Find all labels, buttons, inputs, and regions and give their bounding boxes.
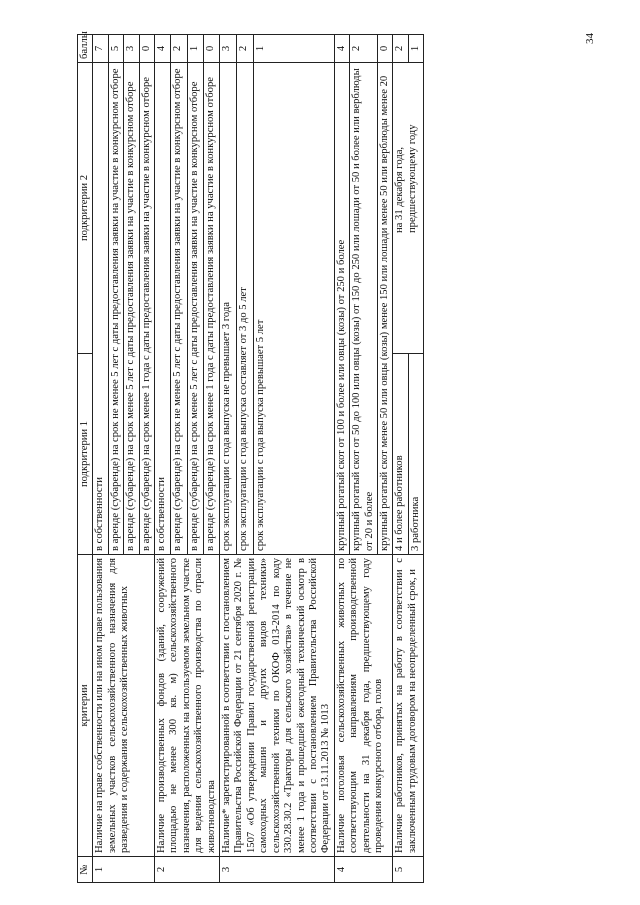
- points-value: 4: [334, 35, 349, 63]
- points-value: 3: [124, 35, 139, 63]
- table-row: [220, 35, 237, 883]
- header-points: баллы: [78, 35, 93, 63]
- subcriterion-text: срок эксплуатации с года выпуска составляет от 3 до 5 лет: [236, 63, 253, 555]
- subcriterion-text: крупный рогатый скот менее 50 или овцы (козы) менее 150 или лошади менее 50 или верблюды менее 20: [377, 63, 392, 555]
- subcriterion-text: крупный рогатый скот от 50 до 100 или овцы (козы) от 150 до 250 или лошади от 50 и более или верблюды от 20 и более: [350, 63, 378, 555]
- row-number: 5: [393, 857, 424, 883]
- row-number: 2: [155, 857, 220, 883]
- subcriterion-text: 3 работника: [408, 354, 423, 555]
- points-value: 3: [220, 35, 237, 63]
- points-value: 7: [93, 35, 108, 63]
- subcriterion-text: в аренде (субаренде) на срок менее 1 года с даты предоставления заявки на участие в конкурсном отборе: [203, 63, 219, 555]
- header-num: №: [78, 857, 93, 883]
- points-value: 1: [408, 35, 423, 63]
- subcriterion-text: срок эксплуатации с года выпуска превышает 5 лет: [253, 63, 334, 555]
- row-number: 4: [334, 857, 393, 883]
- subcriterion-text: срок эксплуатации с года выпуска не превышает 3 года: [220, 63, 237, 555]
- subcriterion-text: в аренде (субаренде) на срок менее 5 лет с даты предоставления заявки на участие в конкурсном отборе: [187, 63, 203, 555]
- points-value: 0: [203, 35, 219, 63]
- points-value: 1: [253, 35, 334, 63]
- points-value: 2: [393, 35, 408, 63]
- subcriterion-text: в собственности: [93, 63, 108, 555]
- header-criteria: критерии: [78, 555, 93, 857]
- points-value: 0: [139, 35, 154, 63]
- criterion-text: Наличие на праве собственности или на ином праве пользования земельных участков сельскохозяйственного назначения для разведения и содержания сельскохозяйственных животных: [93, 555, 155, 857]
- criterion-text: Наличие производственных фондов (зданий, сооружений площадью не менее 300 кв. м) сельскохозяйственного назначения, расположенных на используемом земельном участке для ведения сельскохозяйственного производства по отрасли животноводства: [155, 555, 220, 857]
- points-value: 4: [155, 35, 171, 63]
- criterion-text: Наличие работников, принятых на работу в соответствии с заключенным трудовым договором на неопределенный срок, и: [393, 555, 424, 857]
- points-value: 2: [350, 35, 378, 63]
- row-number: 1: [93, 857, 155, 883]
- header-subcriteria-2: подкритерии 2: [78, 63, 93, 354]
- subcriterion-text: в аренде (субаренде) на срок менее 1 года с даты предоставления заявки на участие в конкурсном отборе: [139, 63, 154, 555]
- points-value: 5: [108, 35, 123, 63]
- subcriterion-text: крупный рогатый скот от 100 и более или овцы (козы) от 250 и более: [334, 63, 349, 555]
- points-value: 2: [236, 35, 253, 63]
- subcriterion-text: 4 и более работников: [393, 354, 408, 555]
- subcriterion-text: в аренде (субаренде) на срок менее 5 лет с даты предоставления заявки на участие в конкурсном отборе: [124, 63, 139, 555]
- page-number: 34: [584, 33, 596, 44]
- criteria-table: [77, 31, 424, 883]
- points-value: 2: [171, 35, 187, 63]
- points-value: 1: [187, 35, 203, 63]
- row-number: 3: [220, 857, 335, 883]
- header-subcriteria-1: подкритерии 1: [78, 354, 93, 555]
- subcriterion-text: в аренде (субаренде) на срок не менее 5 лет с даты предоставления заявки на участие в конкурсном отборе: [108, 63, 123, 555]
- criterion-text: Наличие* зарегистрированной в соответствии с постановлением Правительства Российской Федерации от 21 сентября 2020 г. № 1507 «Об утверждении Правил государственной регистрации самоходных машин и других видов техники» сельскохозяйственной техники по ОКОФ 013-2014 по коду 330.28.30.2 «Тракторы для сельского хозяйства» в течение не менее 1 года и прошедшей ежегодный технический осмотр в соответствии с постановлением Правительства Российской Федерации от 13.11.2013 № 1013: [220, 555, 335, 857]
- subcriterion-2-text: на 31 декабря года, предшествующему году: [393, 63, 424, 354]
- subcriterion-text: в собственности: [155, 63, 171, 555]
- table-row: [393, 35, 408, 883]
- points-value: 0: [377, 35, 392, 63]
- table-row: [93, 35, 108, 883]
- criterion-text: Наличие поголовья сельскохозяйственных животных по соответствующим направлениям производственной деятельности на 31 декабря года, предшествующему году проведения конкурсного отбора, голов: [334, 555, 393, 857]
- subcriterion-text: в аренде (субаренде) на срок не менее 5 лет с даты предоставления заявки на участие в конкурсном отборе: [171, 63, 187, 555]
- rotated-table-area: [77, 31, 582, 883]
- table-header-row: [78, 35, 93, 883]
- table-row: [334, 35, 349, 883]
- table-row: [155, 35, 171, 883]
